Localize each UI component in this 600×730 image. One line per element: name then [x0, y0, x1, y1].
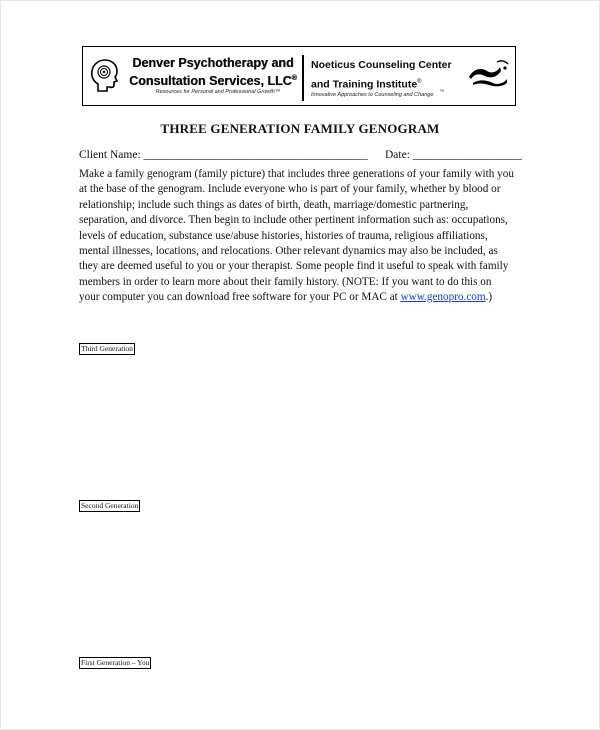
genopro-link[interactable]: www.genopro.com	[400, 291, 486, 304]
wave-logo-icon	[467, 57, 511, 87]
third-generation-label: Third Generation	[81, 344, 133, 353]
second-generation-label: Second Generation	[81, 501, 139, 510]
first-generation-label: First Generation – You	[81, 658, 150, 667]
client-info-row	[79, 149, 539, 161]
date-label: Date:	[385, 149, 410, 161]
banner-divider	[302, 55, 304, 101]
client-name-label: Client Name:	[79, 149, 141, 161]
noeticus-center-name: Noeticus Counseling Center and Training Institute®	[311, 59, 452, 91]
noeticus-tagline: Innovative Approaches to Counseling and Change ™	[311, 89, 445, 98]
header-banner	[82, 46, 516, 106]
denver-practice-name: Denver Psychotherapy and Consultation Services, LLC®	[129, 56, 297, 89]
denver-tagline: Resources for Personal and Professional Growth™	[155, 89, 281, 95]
instructions-paragraph: Make a family genogram (family picture) that includes three generations of your family with you at the base of the genogram. Include everyone who is part of your family, whether by blood or relationship; include such things as dates of birth, death, marriage/domestic partnering, separation, and divorce. Then begin to include other pertinent information such as: occupations, levels of education, substance use/abuse histories, histories of trauma, religious affiliations, mental illnesses, locations, and relocations. Other relevant dynamics may also be included, as they are deemed useful to you or your therapist. Some people find it useful to speak with family members in order to learn more about their family history. (NOTE: If you want to do this on your computer you can download free software for your PC or MAC at www.genopro.com.)	[79, 168, 514, 304]
date-field	[385, 149, 522, 161]
client-name-blank[interactable]: _______________________________________	[143, 149, 368, 161]
page-title: THREE GENERATION FAMILY GENOGRAM	[160, 121, 440, 136]
date-blank[interactable]: ___________________	[412, 149, 523, 161]
